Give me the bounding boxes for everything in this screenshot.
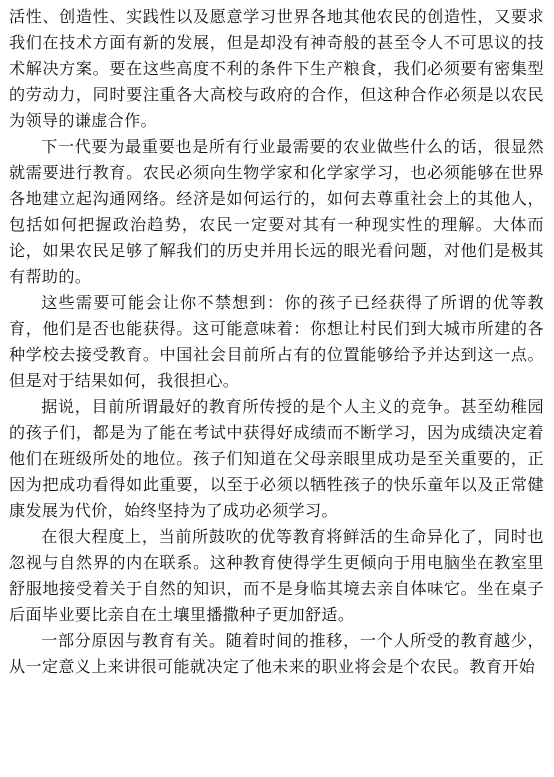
paragraph-5: 在很大程度上，当前所鼓吹的优等教育将鲜活的生命异化了，同时也忽视与自然界的内在联系。这种教育使得学生更倾向于用电脑坐在教室里舒服地接受着关于自然的知识，而不是身临其境去亲自体味它。坐在桌子后面毕业要比亲自在土壤里播撒种子更加舒适。 <box>9 527 544 624</box>
paragraph-6: 一部分原因与教育有关。随着时间的推移，一个人所受的教育越少，从一定意义上来讲很可能就决定了他未来的职业将会是个农民。教育开始 <box>9 631 544 676</box>
paragraph-4: 据说，目前所谓最好的教育所传授的是个人主义的竞争。甚至幼稚园的孩子们，都是为了能在考试中获得好成绩而不断学习，因为成绩决定着他们在班级所处的地位。孩子们知道在父母亲眼里成功是至关重要的，正因为把成功看得如此重要，以至于必须以牺牲孩子的快乐童年以及正常健康发展为代价，始终坚持为了成功必须学习。 <box>9 397 544 520</box>
paragraph-3: 这些需要可能会让你不禁想到：你的孩子已经获得了所谓的优等教育，他们是否也能获得。这可能意味着：你想让村民们到大城市所建的各种学校去接受教育。中国社会目前所占有的位置能够给予并达到这一点。但是对于结果如何，我很担心。 <box>9 293 544 390</box>
document-body <box>9 4 544 680</box>
paragraph-2: 下一代要为最重要也是所有行业最需要的农业做些什么的话，很显然就需要进行教育。农民必须向生物学家和化学家学习，也必须能够在世界各地建立起沟通网络。经济是如何运行的，如何去尊重社会上的其他人，包括如何把握政治趋势，农民一定要对其有一种现实性的理解。大体而论，如果农民足够了解我们的历史并用长远的眼光看问题，对他们是极其有帮助的。 <box>9 137 544 286</box>
paragraph-1: 活性、创造性、实践性以及愿意学习世界各地其他农民的创造性，又要求我们在技术方面有新的发展，但是却没有神奇般的甚至令人不可思议的技术解决方案。要在这些高度不利的条件下生产粮食，我们必须要有密集型的劳动力，同时要注重各大高校与政府的合作，但这种合作必须是以农民为领导的谦虚合作。 <box>9 7 544 130</box>
